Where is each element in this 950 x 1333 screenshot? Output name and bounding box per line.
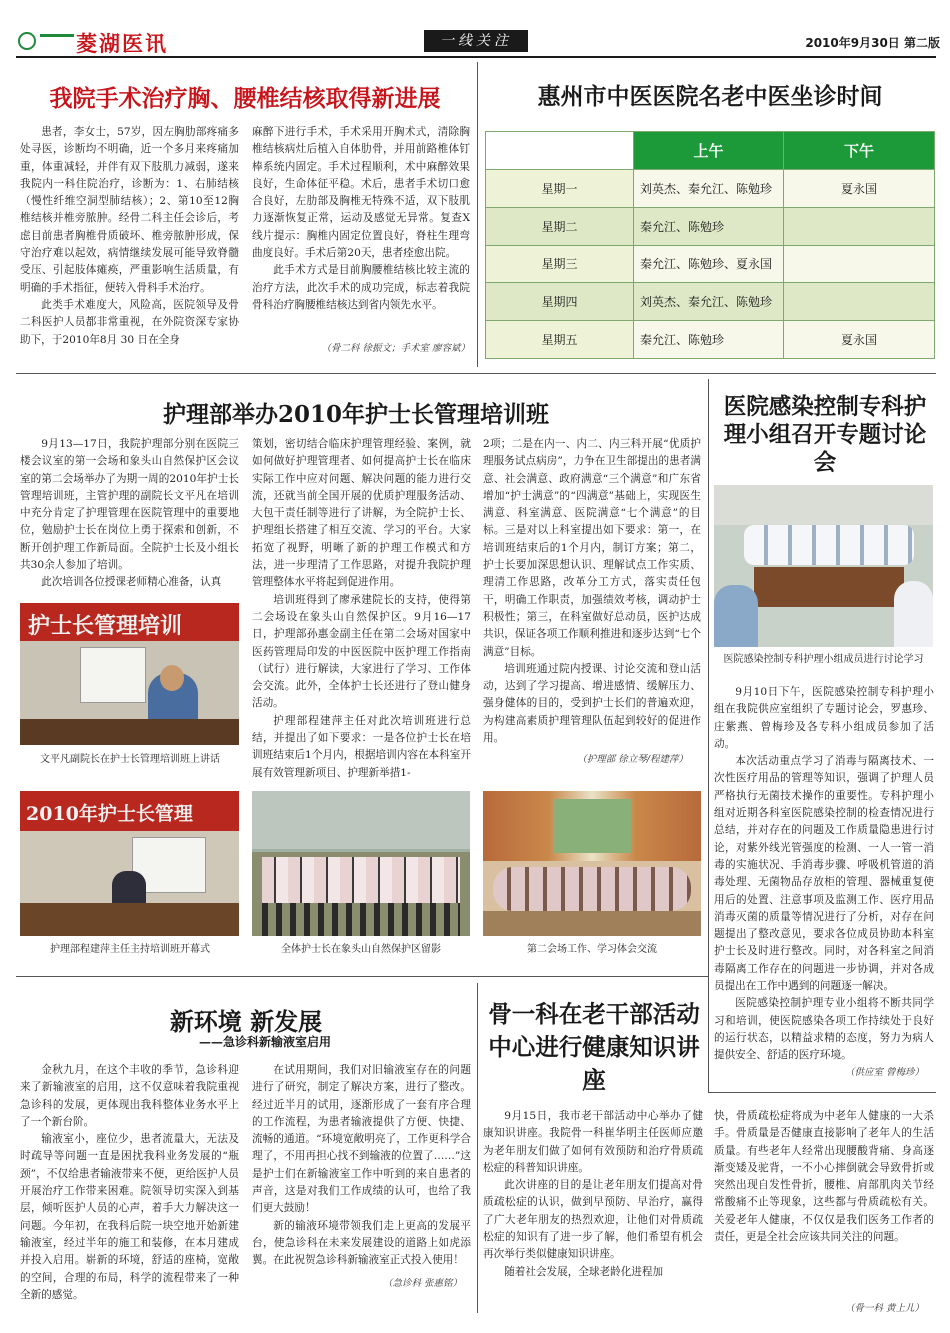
article2-column-1 (20, 436, 239, 592)
article4-paragraph: 新的输液环境带领我们走上更高的发展平台，使急诊科在未来发展建设的道路上如虎添翼。在此祝贺急诊科新输液室正式投入使用！ (252, 1219, 471, 1267)
clinic-schedule-table (485, 131, 935, 359)
am-doctors-cell: 秦允江、陈勉珍、夏永国 (634, 245, 784, 283)
am-doctors-cell: 刘英杰、秦允江、陈勉珍 (634, 170, 784, 208)
speaker-head (160, 665, 184, 691)
article5-signature: （骨一科 黄上儿） (844, 1303, 924, 1314)
article5-paragraph: 随着社会发展，全球老龄化进程加 (504, 1265, 664, 1278)
section-divider (708, 1092, 936, 1093)
group-of-nurses (262, 857, 460, 907)
building-background (252, 791, 470, 849)
article2-title: 护理部举办2010年护士长管理培训班 (162, 401, 549, 428)
pm-doctors-cell (784, 283, 935, 321)
podium-desk (20, 719, 239, 745)
room-wall (714, 485, 933, 525)
masthead-logo (18, 28, 168, 56)
article3-photo-caption: 医院感染控制专科护理小组成员进行讨论学习 (723, 654, 924, 665)
article4-column-1 (20, 1062, 239, 1304)
article2-signature: （护理部 徐立琴/程建萍） (577, 754, 688, 765)
section-divider (16, 976, 708, 977)
newspaper-name: 菱湖医讯 (76, 31, 168, 56)
projection-screen (80, 647, 146, 703)
article1-signature: （骨二科 徐振文；手术室 廖容斌） (321, 343, 470, 354)
table-header-row (486, 132, 935, 170)
section-badge: 一线关注 (424, 30, 528, 52)
pm-doctors-cell: 夏永国 (784, 170, 935, 208)
issue-date: 2010年9月30日 第二版 (805, 36, 940, 50)
article3-title: 医院感染控制专科护理小组召开专题讨论会 (723, 394, 927, 476)
column-divider (708, 379, 709, 1092)
article5-title: 骨一科在老干部活动中心进行健康知识讲座 (488, 1000, 700, 1094)
photo1-caption: 文平凡副院长在护士长管理培训班上讲话 (40, 754, 220, 765)
article1-column-2 (252, 124, 470, 314)
table-header-empty (486, 132, 634, 170)
article4-paragraph: 在试用期间，我们对旧输液室存在的问题进行了研究，制定了解决方案，进行了整改。经过近半月的试用，逐渐形成了一套有序合理的工作流程，为患者输液提供了方便、快捷、流畅的通道。“环境宽敞明亮了，工作更科学合理了，不用再担心找不到输液的位置了……”这是护士们在新输液室工作中听到的来自患者的声音，这是对我们工作成绩的认可，也给了我们更大鼓励！ (252, 1064, 471, 1215)
article2-column-2 (252, 436, 471, 782)
seated-participants (493, 867, 691, 911)
am-doctors-cell: 秦允江、陈勉珍 (634, 321, 784, 359)
photo4-caption: 第二会场工作、学习体会交流 (527, 944, 657, 955)
room-floor (483, 911, 701, 936)
table-row (486, 283, 935, 321)
page-header (0, 0, 950, 56)
day-cell: 星期一 (486, 170, 634, 208)
article1-column-1 (20, 124, 239, 349)
photo-group-nature-reserve (252, 791, 470, 936)
table-row (486, 321, 935, 359)
photo-vice-president-speech (20, 603, 239, 745)
group-legs (262, 903, 460, 936)
table-row (486, 245, 935, 283)
schedule-title: 惠州市中医医院名老中医坐诊时间 (537, 83, 883, 110)
section-divider (16, 373, 936, 374)
header-divider (16, 56, 936, 58)
table-row (486, 170, 935, 208)
article2-paragraph: 2项；二是在内一、内二、内三科开展“优质护理服务试点病房”，力争在卫生部提出的患者满意、社会满意、政府满意“三个满意”和广东省增加“护士满意”的“四满意”基础上，实现医生满意、科室满意、医院满意“七个满意”的目标。三是对以上科室提出如下要求：第一，在培训班结束后的1个月内，制订方案；第二，护士长要加深思想认识、理解试点工作实质、理清工作思路，改革分工方式，落实责任包干，明确工作职责，加强绩效考核，调动护士积极性；第三，在科室做好总动员，医护达成共识，保证各项工作顺利推进和逐步达到“七个满意”目标。 (483, 438, 701, 658)
article2-paragraph: 培训班通过院内授课、讨论交流和登山活动，达到了学习提高、增进感情、缓解压力、强身健体的目的，受到护士长们的普遍欢迎，为构建高素质护理管理队伍起到较好的促进作用。 (483, 662, 701, 745)
day-cell: 星期四 (486, 283, 634, 321)
article1-paragraph: 此手术方式是目前胸腰椎结核比较主流的治疗方法，此次手术的成功完成，标志着我院骨科治疗胸腰椎结核达到省内领先水平。 (252, 264, 470, 311)
article5-column-1 (483, 1108, 703, 1281)
photo-banner-text: 护士长管理培训 (28, 613, 183, 639)
article2-paragraph: 策划，密切结合临床护理管理经验、案例，就如何做好护理管理者、如何提高护士长在临床实际工作中应对问题、解决问题的能力进行交流，还就当前全国开展的优质护理服务活动、大包干责任制等进行了讲解，为全院护士长、护理组长搭建了相互交流、学习的平台。大家拓宽了视野，明晰了新的护理工作模式和方法，进一步理清了工作思路，对提升我院护理管理整体水平将起到促进作用。 (252, 438, 471, 589)
am-doctors-cell: 刘英杰、秦允江、陈勉珍 (634, 283, 784, 321)
column-divider (477, 62, 478, 367)
article3-paragraph: 医院感染控制护理专业小组将不断共同学习和培训，使医院感染各项工作持续处于良好的运行状态，以精益求精的态度，努力为病人提供安全、舒适的医疗环境。 (714, 997, 934, 1062)
nurse-foreground-right (894, 581, 933, 647)
article4-signature: （急诊科 张惠铭） (382, 1278, 462, 1289)
photo-infection-control-meeting (714, 485, 933, 647)
nurse-foreground (714, 585, 758, 647)
article4-title: 新环境 新发展 (169, 1007, 323, 1036)
am-doctors-cell: 秦允江、陈勉珍 (634, 207, 784, 245)
table-row (486, 207, 935, 245)
article4-paragraph: 输液室小，座位少，患者流量大，无法及时疏导等问题一直是困扰我科业务发展的“瓶颈”，不仅给患者输液带来不便，更给医护人员开展治疗工作带来困难。院领导切实深入到基层，倾听医护人员的心声，着手大力解决这一问题。今年初，在我科后院一块空地开始新建输液室，经过半年的施工和装修，在本月建成并投入启用。崭新的环境，舒适的座椅，宽敞的空间，合理的布局，科学的流程带来了一种全新的感觉。 (20, 1133, 239, 1301)
article4-subtitle: ——急诊科新输液室启用 (198, 1035, 331, 1049)
article5-paragraph: 此次讲座的目的是让老年朋友们提高对骨质疏松症的认识，做到早预防、早治疗，赢得了广大老年朋友的热烈欢迎，让他们对骨质疏松症的知识有了进一步了解，他们希望有机会再次举行类似健康知识讲座。 (483, 1179, 703, 1261)
photo-opening-ceremony (20, 791, 239, 936)
article2-paragraph: 9月13—17日，我院护理部分别在医院三楼会议室的第一会场和象头山自然保护区会议室的第二会场举办了为期一周的2010年护士长管理培训班，主管护理的副院长文平凡在培训中充分肯定了护理管理在医院管理中的重要地位，勉励护士长在岗位上勇于探索和创新，不断开创护理工作新局面。全院护士长及小组长共30余人参加了培训。 (20, 438, 239, 572)
table-header-am: 上午 (634, 132, 784, 170)
article2-paragraph: 护理部程建萍主任对此次培训班进行总结，并提出了如下要求：一是各位护士长在培训班结束后1个月内，根据培训内容在本科室开展有效管理新项目、护理新举措1- (252, 714, 471, 779)
article3-signature: （供应室 曾梅珍） (844, 1067, 924, 1078)
window-greenery (553, 799, 631, 853)
article1-title: 我院手术治疗胸、腰椎结核取得新进展 (49, 85, 441, 112)
photo-banner-text: 2010年护士长管理 (26, 803, 193, 825)
article1-paragraph: 此类手术难度大，风险高，医院领导及骨二科医护人员都非常重视，在外院资深专家协助下，于2010年8月 30 日在全身 (20, 298, 239, 346)
table-header-pm: 下午 (784, 132, 935, 170)
photo-discussion-session (483, 791, 701, 936)
article5-paragraph: 9月15日，我市老干部活动中心举办了健康知识讲座。我院骨一科崔华明主任医师应邀为老年朋友们做了如何有效预防和治疗骨质疏松症的科普知识讲座。 (483, 1110, 703, 1174)
article3-paragraph: 9月10日下午，医院感染控制专科护理小组在我院供应室组织了专题讨论会，罗惠珍、庄紫燕、曾梅珍及各专科小组成员参加了活动。 (714, 686, 934, 750)
pm-doctors-cell: 夏永国 (784, 321, 935, 359)
logo-decoration (40, 34, 74, 37)
article4-paragraph: 金秋九月，在这个丰收的季节，急诊科迎来了新输液室的启用，这不仅意味着我院重视急诊科的发展，更体现出我科整体业务水平上了一个新台阶。 (20, 1064, 239, 1128)
article2-paragraph: 培训班得到了廖承建院长的支持，使得第二会场设在象头山自然保护区。9月16—17日，护理部孙惠金副主任在第二会场对国家中医药管理局印发的中医医院中医护理工作指南（试行）进行解读，大家进行了学习、工作体会交流。此外，全体护士长还进行了登山健身活动。 (252, 593, 471, 710)
article1-paragraph: 患者，李女士，57岁，因左胸肋部疼痛多处寻医，诊断均不明确，近一个多月来疼痛加重，体重减轻，并伴有双下肢肌力减弱，遂来我院内一科住院治疗，诊断为：1、右肺结核（慢性纤维空洞型肺结核）；2、第10至12胸椎结核并椎旁脓肿。经骨二科主任会诊后，考虑目前患者胸椎骨质破坏、椎旁脓肿形成，保守治疗难以起效，病情继续发展可能导致脊髓受压、引起肢体瘫痪，严重影响生活质量，有明确的手术指征，便转入骨科手术治疗。 (20, 126, 239, 294)
pm-doctors-cell (784, 207, 935, 245)
hospital-logo-icon (18, 32, 36, 50)
photo3-caption: 全体护士长在象头山自然保护区留影 (281, 944, 441, 955)
nurses-in-white (744, 525, 914, 565)
article2-paragraph: 此次培训各位授课老师精心准备，认真 (41, 576, 222, 589)
day-cell: 星期三 (486, 245, 634, 283)
article5-paragraph: 快，骨质疏松症将成为中老年人健康的一大杀手。骨质量是否健康直接影响了老年人的生活质量。有些老年人经常出现腰酸背痛、身高逐渐变矮及驼背，一不小心摔倒就会导致骨折或突然出现自发性骨折，腰椎、肩部肌肉关节经常酸痛不止等现象，这些都与骨质疏松有关。关爱老年人健康，不仅仅是我们医务工作者的责任，更是全社会应该共同关注的问题。 (714, 1110, 934, 1244)
article3-body (714, 684, 934, 1065)
article3-paragraph: 本次活动重点学习了消毒与隔离技术、一次性医疗用品的管理等知识，强调了护理人员严格执行无菌技术操作的重要性。专科护理小组对近期各科室医院感染控制的检查情况进行总结，并对存在的问题及工作质量隐患进行讨论，对紫外线光管强度的检测、一人一管一消毒的实施状况、手消毒步骤、呼吸机管道的消毒处理、无菌物品存放柜的管理、器械重复使用后的处置、注意事项及监测工作、医疗用品消毒灭菌的质量等情况进行了分析，对存在问题提出了整改意见，要求各位成员协助本科室护士长及时进行整改。同时，对各科室之间消毒隔离工作存在的问题进一步协调，并对各成员提出在工作中遇到的问题逐一解决。 (714, 755, 934, 993)
article5-column-2 (714, 1108, 934, 1246)
meeting-table (754, 567, 904, 607)
article1-paragraph: 麻醉下进行手术，手术采用开胸术式，清除胸椎结核病灶后植入自体肋骨，并用前路椎体钉棒系统内固定。手术过程顺利，术中麻醉效果良好，生命体征平稳。术后，患者手术切口愈合良好，左肋部及胸椎无特殊不适，双下肢肌力逐渐恢复正常，运动及感觉无异常。复查X线片提示：胸椎内固定位置良好，脊柱生理弯曲度良好。手术后第20天，患者痊愈出院。 (252, 126, 470, 260)
day-cell: 星期五 (486, 321, 634, 359)
column-divider (477, 983, 478, 1313)
photo2-caption: 护理部程建萍主任主持培训班开幕式 (50, 944, 210, 955)
pm-doctors-cell (784, 245, 935, 283)
day-cell: 星期二 (486, 207, 634, 245)
article4-column-2 (252, 1062, 471, 1270)
podium-desk (20, 903, 239, 936)
article2-column-3 (483, 436, 701, 747)
